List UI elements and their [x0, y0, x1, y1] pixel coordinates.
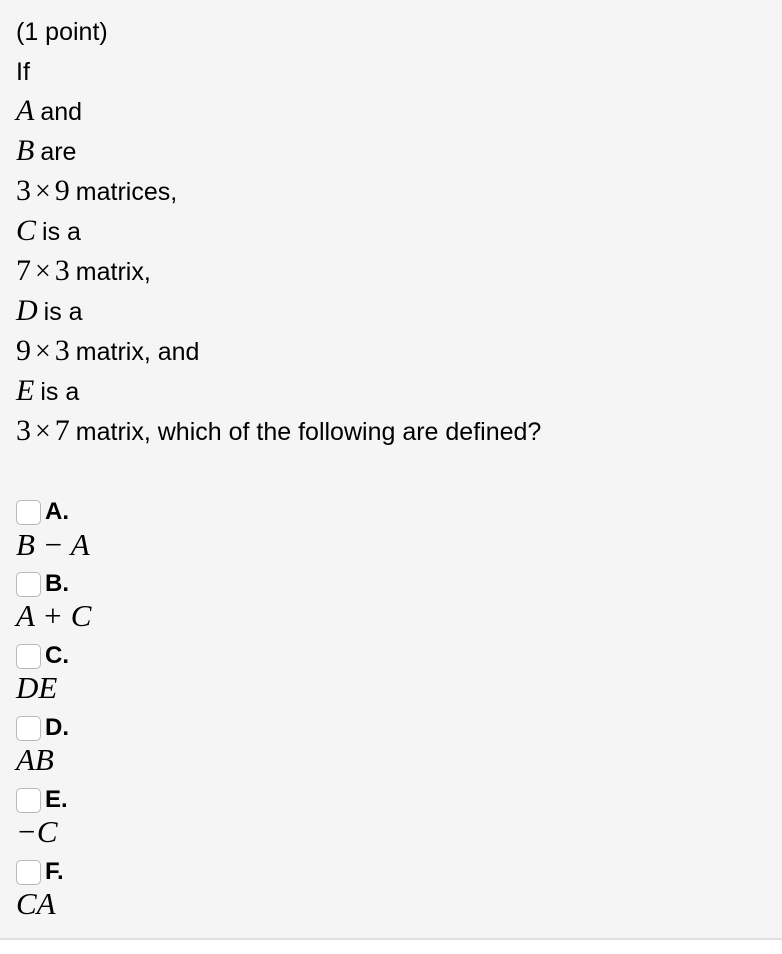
points-label: (1 point) — [16, 18, 108, 46]
choice-label-d: D. — [45, 714, 69, 741]
choice-expr-f: CA — [16, 886, 56, 921]
dimension: 7 × 3 — [16, 254, 70, 287]
question-line-7 — [16, 296, 83, 327]
question-text: matrix, which of the following are defined? — [75, 418, 542, 446]
matrix-var-d: D — [16, 294, 38, 327]
question-line-5 — [16, 216, 81, 247]
checkbox-c[interactable] — [16, 644, 41, 669]
question-text: matrix, — [75, 258, 151, 286]
choice-label-b: B. — [45, 570, 69, 597]
question-line-10 — [16, 416, 541, 447]
dimension: 3 × 7 — [16, 414, 70, 447]
question-text: matrix, and — [75, 338, 200, 366]
choice-expr-a: B − A — [16, 527, 90, 562]
choice-e[interactable] — [16, 786, 68, 814]
matrix-var-c: C — [16, 214, 37, 247]
choice-label-f: F. — [45, 858, 64, 885]
checkbox-d[interactable] — [16, 716, 41, 741]
question-line-4 — [16, 176, 177, 207]
question-text: is a — [42, 218, 81, 246]
choice-expr-c: DE — [16, 670, 58, 705]
choice-f[interactable] — [16, 858, 64, 886]
question-text: are — [40, 138, 77, 166]
question-line-1 — [16, 57, 30, 87]
question-line-8 — [16, 336, 199, 367]
choice-expr-d: AB — [16, 742, 54, 777]
question-line-9 — [16, 376, 79, 407]
question-text: matrices, — [75, 178, 178, 206]
question-text: is a — [43, 298, 83, 326]
question-text: If — [16, 58, 30, 86]
choice-d[interactable] — [16, 714, 69, 742]
choice-expr-b: A + C — [16, 598, 92, 633]
choice-c[interactable] — [16, 642, 69, 670]
choice-label-e: E. — [45, 786, 68, 813]
choice-b[interactable] — [16, 570, 69, 598]
checkbox-e[interactable] — [16, 788, 41, 813]
checkbox-f[interactable] — [16, 860, 41, 885]
choice-expr-e: −C — [16, 814, 58, 849]
choice-label-a: A. — [45, 498, 69, 525]
matrix-var-a: A — [16, 94, 35, 127]
matrix-var-b: B — [16, 134, 35, 167]
dimension: 3 × 9 — [16, 174, 70, 207]
question-text: and — [40, 98, 83, 126]
matrix-var-e: E — [16, 374, 35, 407]
question-line-3 — [16, 136, 76, 167]
checkbox-b[interactable] — [16, 572, 41, 597]
question-line-2 — [16, 96, 82, 127]
choice-a[interactable] — [16, 498, 69, 526]
question-text: is a — [40, 378, 80, 406]
choice-label-c: C. — [45, 642, 69, 669]
question-line-6 — [16, 256, 151, 287]
dimension: 9 × 3 — [16, 334, 70, 367]
checkbox-a[interactable] — [16, 500, 41, 525]
